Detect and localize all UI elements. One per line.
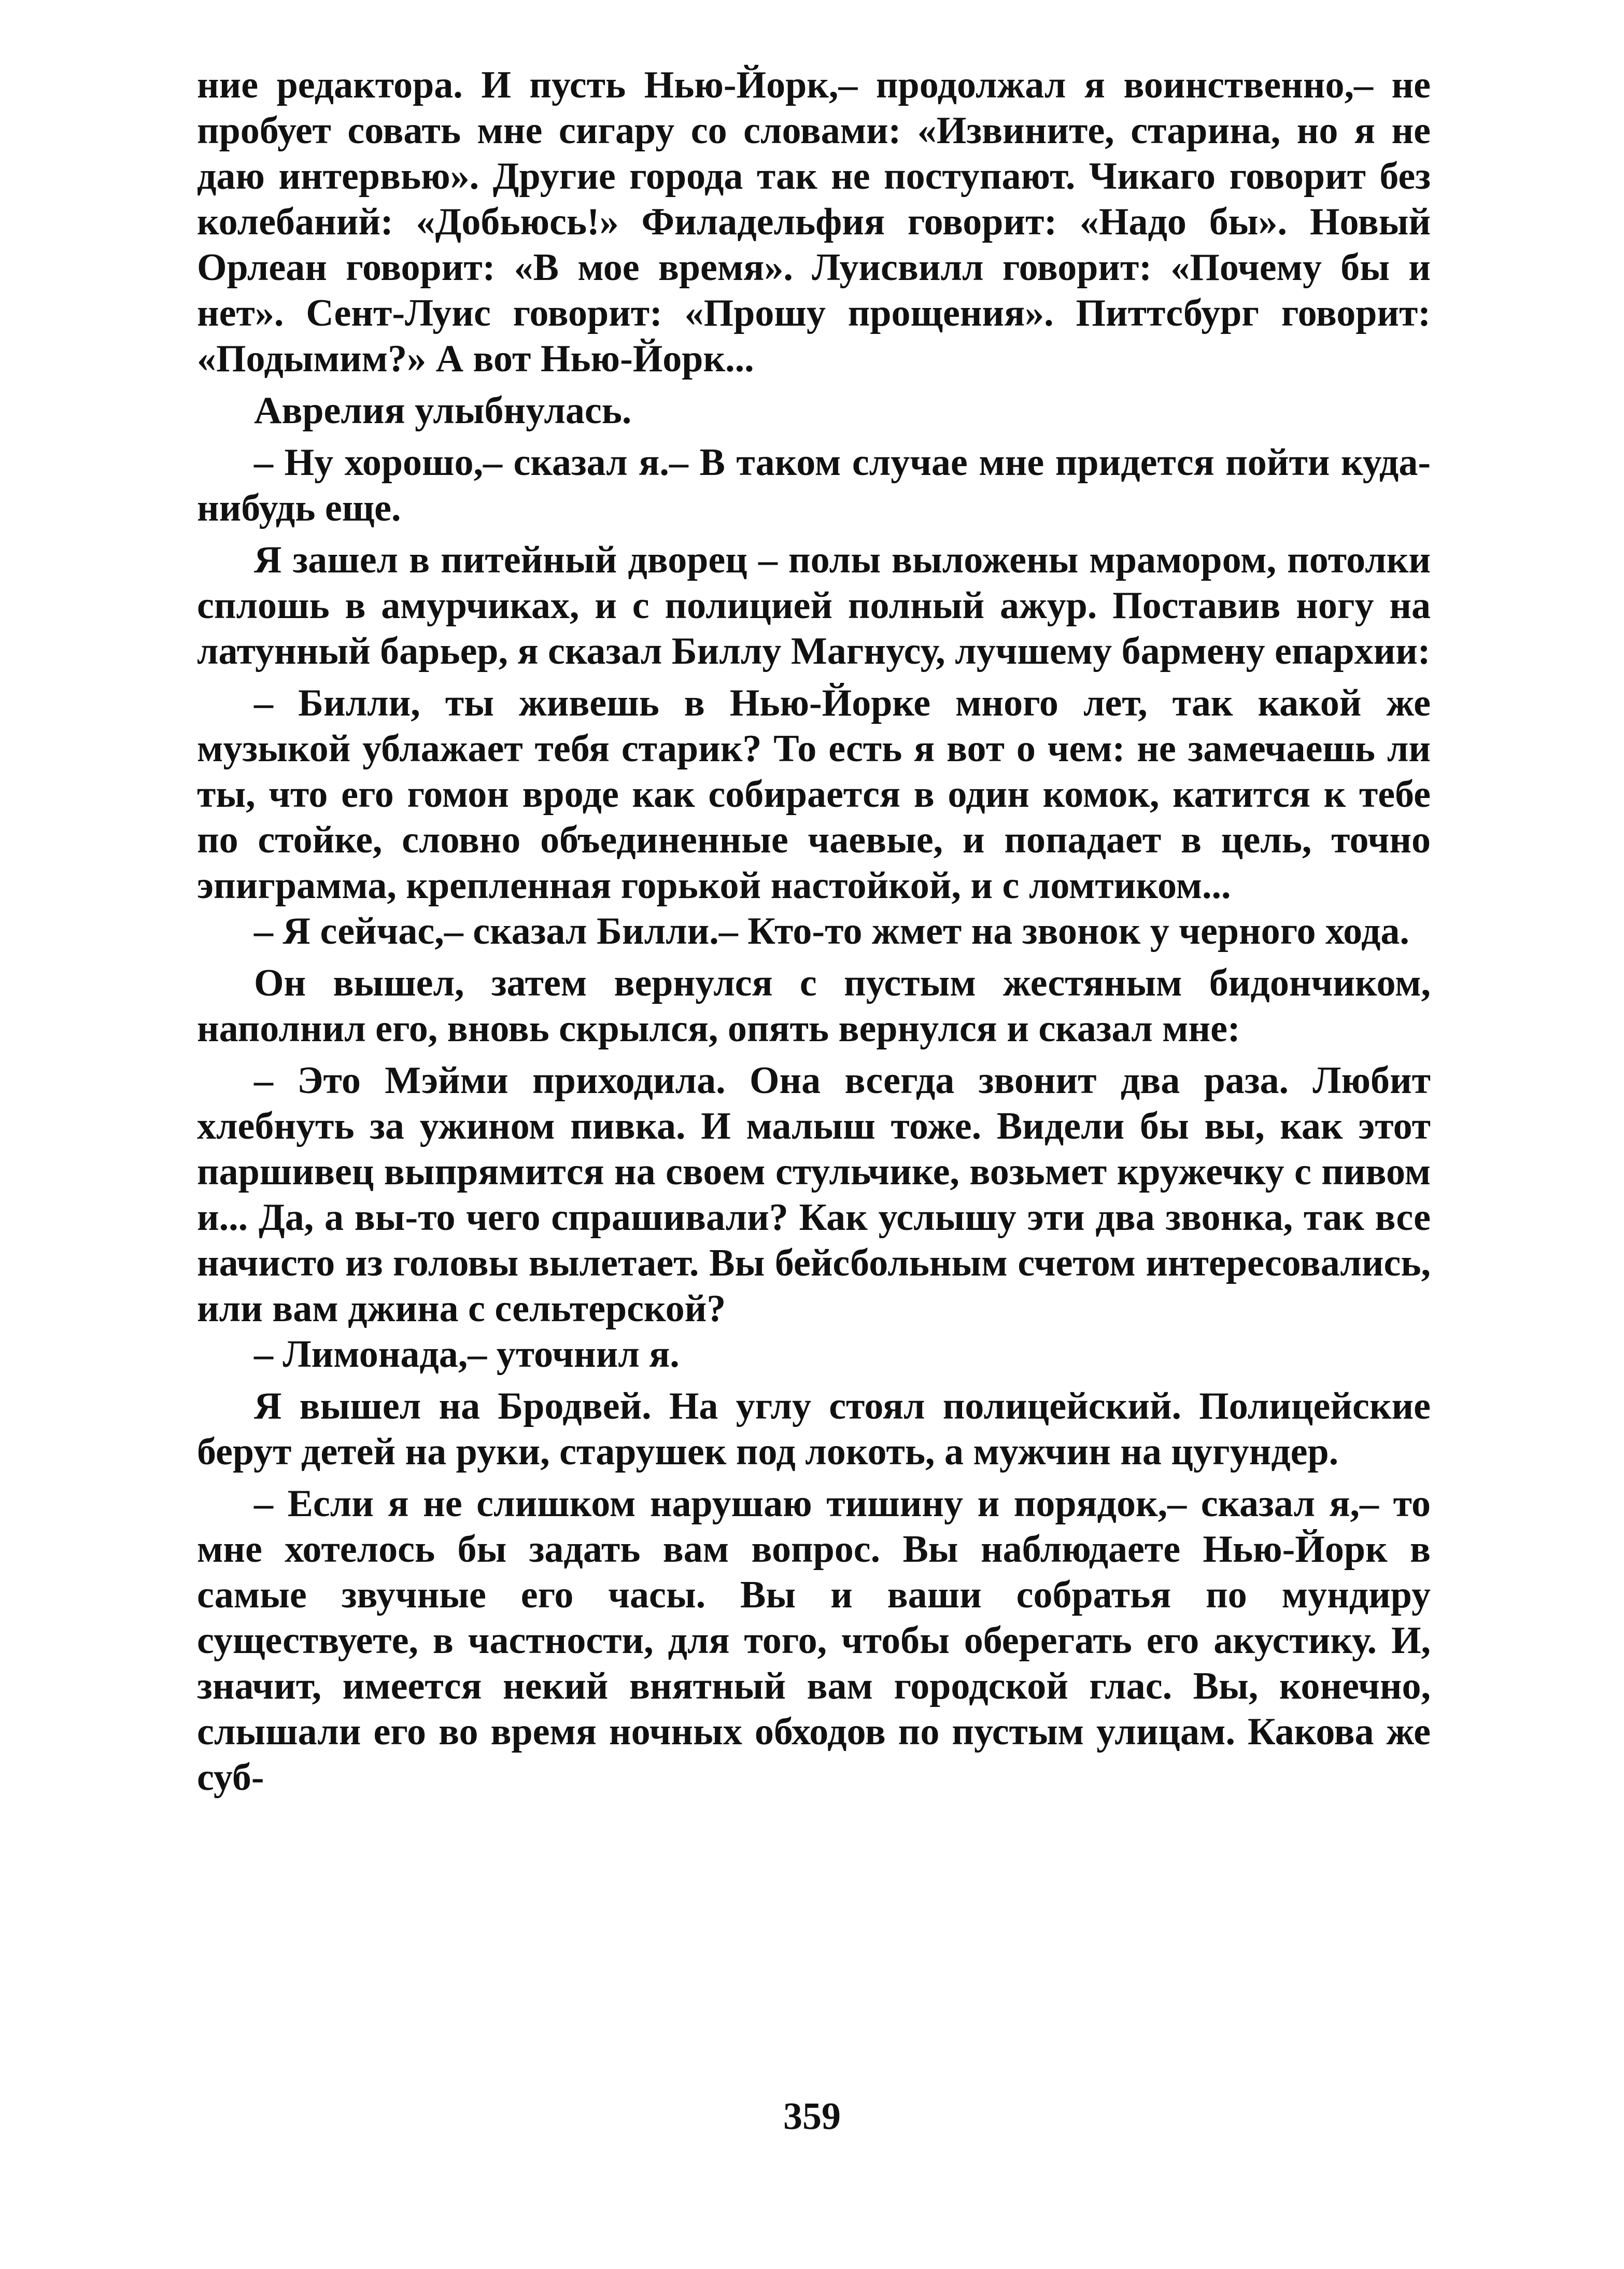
paragraph: Он вышел, затем вернулся с пустым жестяным бидончиком, наполнил его, вновь скрылся, опять вернулся и сказал мне:	[197, 962, 1431, 1050]
book-page	[197, 62, 1431, 1800]
paragraph: – Ну хорошо,– сказал я.– В таком случае мне придется пойти куда-нибудь еще.	[197, 441, 1431, 529]
paragraph: – Это Мэйми приходила. Она всегда звонит два раза. Любит хлебнуть за ужином пивка. И малыш тоже. Видели бы вы, как этот паршивец выпрямится на своем стульчике, возьмет кружечку с пивом и... Да, а вы-то чего спрашивали? Как услышу эти два звонка, так все начисто из головы вылетает. Вы бейсбольным счетом интересовались, или вам джина с сельтерской?	[197, 1059, 1431, 1330]
paragraph: Аврелия улыбнулась.	[254, 389, 632, 432]
body-text	[197, 62, 1431, 1800]
page-number: 359	[783, 2095, 841, 2138]
paragraph: – Билли, ты живешь в Нью-Йорке много лет, так какой же музыкой ублажает тебя старик? То есть я вот о чем: не замечаешь ли ты, что его гомон вроде как собирается в один комок, катится к тебе по стойке, словно объединенные чаевые, и попадает в цель, точно эпиграмма, крепленная горькой настойкой, и с ломтиком...	[197, 682, 1431, 907]
paragraph: – Я сейчас,– сказал Билли.– Кто-то жмет на звонок у черного хода.	[254, 910, 1409, 953]
paragraph: Я вышел на Бродвей. На углу стоял полицейский. Полицейские берут детей на руки, старушек под локоть, а мужчин на цугундер.	[197, 1385, 1431, 1473]
paragraph: ние редактора. И пусть Нью-Йорк,– продолжал я воинственно,– не пробует совать мне сигару со словами: «Извините, старина, но я не даю интервью». Другие города так не поступают. Чикаго говорит без колебаний: «Добьюсь!» Филадельфия говорит: «Надо бы». Новый Орлеан говорит: «В мое время». Луисвилл говорит: «Почему бы и нет». Сент-Луис говорит: «Прошу прощения». Питтсбург говорит: «Подымим?» А вот Нью-Йорк...	[197, 64, 1431, 380]
paragraph: – Если я не слишком нарушаю тишину и порядок,– сказал я,– то мне хотелось бы задать вам вопрос. Вы наблюдаете Нью-Йорк в самые звучные его часы. Вы и ваши собратья по мундиру существуете, в частности, для того, чтобы оберегать его акустику. И, значит, имеется некий внятный вам городской глас. Вы, конечно, слышали его во время ночных обходов по пустым улицам. Какова же суб-	[197, 1482, 1431, 1799]
paragraph: Я зашел в питейный дворец – полы выложены мрамором, потолки сплошь в амурчиках, и с полицией полный ажур. Поставив ногу на латунный барьер, я сказал Биллу Магнусу, лучшему бармену епархии:	[197, 539, 1431, 673]
paragraph: – Лимонада,– уточнил я.	[254, 1333, 680, 1376]
